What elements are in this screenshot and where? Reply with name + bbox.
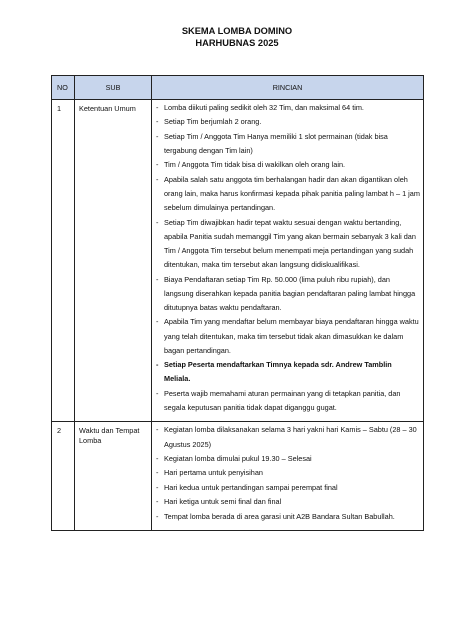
row-sub: Ketentuan Umum xyxy=(75,100,152,422)
list-item: - Setiap Tim / Anggota Tim Hanya memiliki 1 slot permainan (tidak bisa tergabung dengan Tim lain) xyxy=(155,130,420,158)
row-details xyxy=(152,422,424,531)
list-item: - Hari ketiga untuk semi final dan final xyxy=(155,495,420,509)
details-list xyxy=(155,423,420,523)
title-line-2: HARHUBNAS 2025 xyxy=(195,38,279,48)
list-item: - Biaya Pendaftaran setiap Tim Rp. 50.000 (lima puluh ribu rupiah), dan langsung diserahkan kepada panitia bagian pendaftaran paling lambat hingga ditutupnya batas waktu pendaftaran. xyxy=(155,273,420,316)
list-item: - Apabila Tim yang mendaftar belum membayar biaya pendaftaran hingga waktu yang telah ditentukan, maka tim tersebut tidak akan dimasukkan ke dalam bagan pertandingan. xyxy=(155,315,420,358)
list-item: - Peserta wajib memahami aturan permainan yang di tetapkan panitia, dan segala keputusan panitia tidak dapat diganggu gugat. xyxy=(155,387,420,415)
list-item: - Hari pertama untuk penyisihan xyxy=(155,466,420,480)
list-item: - Tim / Anggota Tim tidak bisa di wakilkan oleh orang lain. xyxy=(155,158,420,172)
list-item: - Setiap Tim berjumlah 2 orang. xyxy=(155,115,420,129)
list-item: - Kegiatan lomba dimulai pukul 19.30 – Selesai xyxy=(155,452,420,466)
row-sub: Waktu dan Tempat Lomba xyxy=(75,422,152,531)
list-item: - Apabila salah satu anggota tim berhalangan hadir dan akan digantikan oleh orang lain, maka harus konfirmasi kepada pihak panitia paling lambat h – 1 jam sebelum dimulainya pertandingan. xyxy=(155,173,420,216)
header-rincian: RINCIAN xyxy=(152,76,424,100)
row-details xyxy=(152,100,424,422)
list-item: - Kegiatan lomba dilaksanakan selama 3 hari yakni hari Kamis – Sabtu (28 – 30 Agustus 2025) xyxy=(155,423,420,451)
list-item-registration-contact: - Setiap Peserta mendaftarkan Timnya kepada sdr. Andrew Tamblin Meliala. xyxy=(155,358,420,386)
list-item: - Hari kedua untuk pertandingan sampai perempat final xyxy=(155,481,420,495)
header-sub: SUB xyxy=(75,76,152,100)
list-item: - Setiap Tim diwajibkan hadir tepat waktu sesuai dengan waktu bertanding, apabila Panitia sudah memanggil Tim yang akan bermain sebanyak 3 kali dan Tim / Anggota Tim tersebut belum menempati meja pertandingan yang sudah ditentukan, maka tim tersebut akan langsung didiskualifikasi. xyxy=(155,216,420,273)
table-row xyxy=(52,422,424,531)
details-list xyxy=(155,101,420,415)
row-number: 2 xyxy=(52,422,75,531)
document-title xyxy=(0,25,474,49)
table-row xyxy=(52,100,424,422)
list-item: - Lomba diikuti paling sedikit oleh 32 Tim, dan maksimal 64 tim. xyxy=(155,101,420,115)
table-header-row xyxy=(52,76,424,100)
row-number: 1 xyxy=(52,100,75,422)
title-line-1: SKEMA LOMBA DOMINO xyxy=(181,26,293,36)
rules-table xyxy=(51,75,424,531)
list-item: - Tempat lomba berada di area garasi unit A2B Bandara Sultan Babullah. xyxy=(155,510,420,524)
header-no: NO xyxy=(52,76,75,100)
